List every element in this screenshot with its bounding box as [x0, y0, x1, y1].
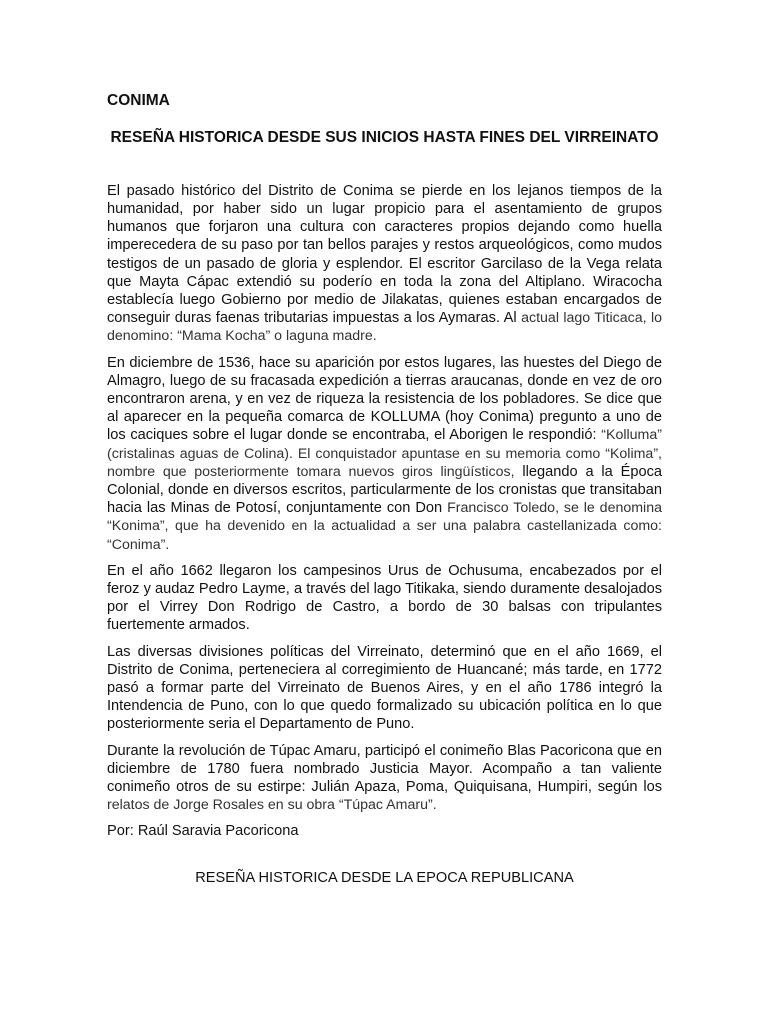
- paragraph-text: En el año 1662 llegaron los campesinos Urus de Ochusuma, encabezados por el feroz y audaz Pedro Layme, a través del lago Titikaka, siendo duramente desalojados por el Virrey Don Rodrigo de Castro, a bordo de 30 balsas con tripulantes fuertemente armados.: [107, 562, 662, 634]
- paragraph-divisions: [107, 643, 662, 734]
- paragraph-text: Las diversas divisiones políticas del Virreinato, determinó que en el año 1669, el Distrito de Conima, perteneciera al corregimiento de Huancané; más tarde, en 1772 pasó a formar parte del Virreinato de Buenos Aires, y en el año 1786 integró la Intendencia de Puno, con lo que quedo formalizado su ubicación política en lo que posteriormente seria el Departamento de Puno.: [107, 643, 662, 733]
- paragraph-text-soft: actual lago Titicaca, lo denomino: “Mama Kocha” o laguna madre.: [107, 310, 662, 345]
- paragraph-tupac-amaru: [107, 742, 662, 815]
- section-heading: RESEÑA HISTORICA DESDE SUS INICIOS HASTA FINES DEL VIRREINATO: [110, 129, 659, 147]
- document-page: [107, 80, 662, 887]
- paragraph-text: En diciembre de 1536, hace su aparición por estos lugares, las huestes del Diego de Almagro, luego de su fracasada expedición a tierras araucanas, donde en vez de oro encontraron arena, y en vez de riqueza la resistencia de los pobladores. Se dice que al aparecer en la pequeña comarca de KOLLUMA (hoy Conima) pregunto a uno de los caciques sobre el lugar donde se encontraba, el Aborigen le respondió:: [107, 354, 662, 444]
- paragraph-1662: [107, 562, 662, 635]
- paragraph-origins: [107, 182, 662, 346]
- document-body: [107, 182, 662, 841]
- next-section-heading: RESEÑA HISTORICA DESDE LA EPOCA REPUBLICANA: [195, 869, 574, 886]
- paragraph-1536: [107, 354, 662, 554]
- document-title: CONIMA: [107, 92, 170, 109]
- paragraph-text: llegando a la Época Colonial, donde en diversos escritos, particularmente de los cronistas que transitaban hacia las Minas de Potosí, conjuntamente con Don: [107, 463, 662, 517]
- paragraph-text-soft: relatos de Jorge Rosales en su obra “Túpac Amaru”.: [107, 797, 437, 814]
- paragraph-text: Durante la revolución de Túpac Amaru, participó el conimeño Blas Pacoricona que en diciembre de 1780 fuera nombrado Justicia Mayor. Acompaño a tan valiente conimeño otros de su estirpe: Julián Apaza, Poma, Quiquisana, Humpiri, según los: [107, 742, 662, 795]
- paragraph-text-soft: Francisco Toledo, se le denomina “Konima”, que ha devenido en la actualidad a ser una palabra castellanizada como: “Conima”.: [107, 500, 662, 553]
- paragraph-text-soft: “Kolluma” (cristalinas aguas de Colina). El conquistador apuntase en su memoria como “Kolima”, nombre que posteriormente tomara nuevos giros lingüísticos,: [107, 427, 662, 480]
- author-line: Por: Raúl Saravia Pacoricona: [107, 823, 299, 840]
- paragraph-text: El pasado histórico del Distrito de Conima se pierde en los lejanos tiempos de la humanidad, por haber sido un lugar propicio para el asentamiento de grupos humanos que forjaron una cultura con caracteres propios dejando como huella imperecedera de su paso por tan bellos parajes y restos arqueológicos, como mudos testigos de un pasado de gloria y esplendor. El escritor Garcilaso de la Vega relata que Mayta Cápac extendió su poderío en toda la zona del Altiplano. Wiracocha establecía luego Gobierno por medio de Jilakatas, quienes estaban encargados de conseguir duras faenas tributarias impuestas a los Aymaras. Al: [107, 182, 662, 327]
